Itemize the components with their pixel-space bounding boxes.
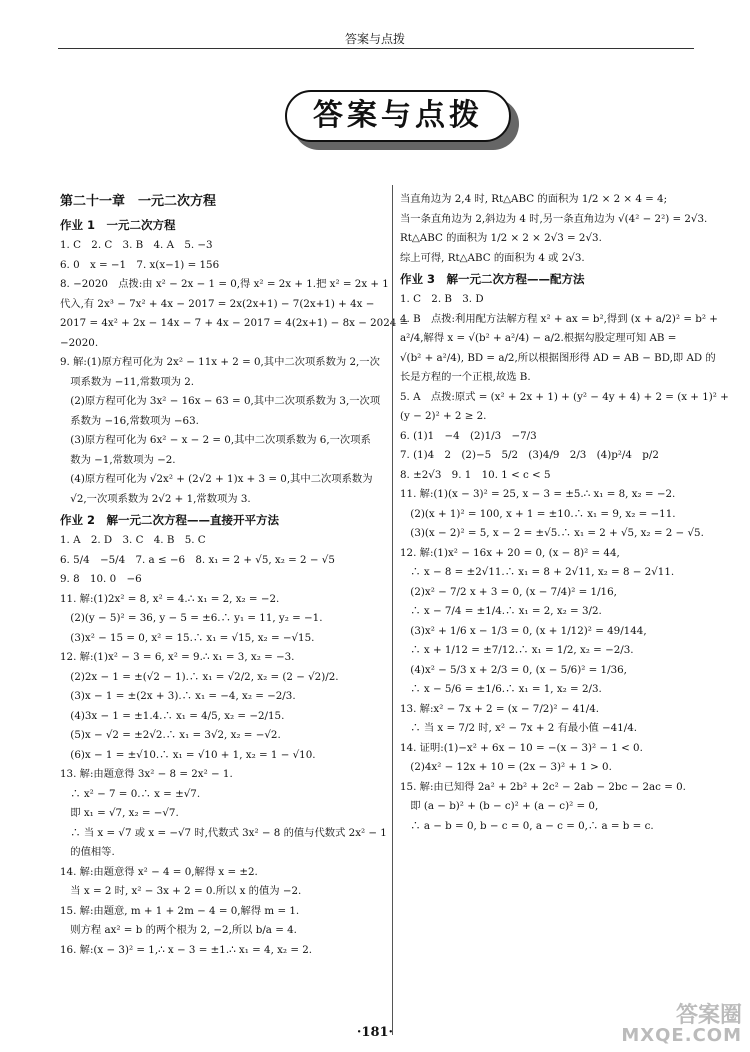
section-heading: 作业 2 解一元二次方程——直接开平方法 bbox=[60, 513, 280, 527]
answer-line: 11. 解:(1)2x² = 8, x² = 4.∴ x₁ = 2, x₂ = −2. bbox=[60, 592, 280, 605]
answer-line: ∴ x + 1/12 = ±7/12.∴ x₁ = 1/2, x₂ = −2/3. bbox=[400, 644, 634, 656]
answer-line: (4)x² − 5/3 x + 2/3 = 0, (x − 5/6)² = 1/36, bbox=[400, 663, 627, 676]
answer-line: ∴ x − 5/6 = ±1/6.∴ x₁ = 1, x₂ = 2/3. bbox=[400, 683, 602, 695]
watermark-logo bbox=[621, 1003, 742, 1046]
answer-line: 12. 解:(1)x² − 3 = 6, x² = 9.∴ x₁ = 3, x₂ = −3. bbox=[60, 651, 295, 663]
answer-line: 8. ±2√3 9. 1 10. 1 < c < 5 bbox=[400, 468, 551, 481]
header-rule bbox=[58, 48, 694, 49]
left-column bbox=[60, 190, 409, 960]
answer-line: 系数为 −16,常数项为 −63. bbox=[60, 414, 199, 427]
answer-line: ∴ a − b = 0, b − c = 0, a − c = 0,∴ a = b = c. bbox=[400, 819, 654, 832]
answer-line: a²/4,解得 x = √(b² + a²/4) − a/2.根据勾股定理可知 AB = bbox=[400, 332, 677, 344]
answer-line: 11. 解:(1)(x − 3)² = 25, x − 3 = ±5.∴ x₁ = 8, x₂ = −2. bbox=[400, 488, 676, 500]
answer-line: 则方程 ax² = b 的两个根为 2, −2,所以 b/a = 4. bbox=[60, 924, 297, 936]
answer-line: 6. (1)1 −4 (2)1/3 −7/3 bbox=[400, 429, 537, 442]
answer-line: ∴ x − 7/4 = ±1/4.∴ x₁ = 2, x₂ = 3/2. bbox=[400, 605, 602, 617]
answer-line: (3)(x − 2)² = 5, x − 2 = ±√5.∴ x₁ = 2 + √5, x₂ = 2 − √5. bbox=[400, 527, 704, 539]
answer-line: 9. 解:(1)原方程可化为 2x² − 11x + 2 = 0,其中二次项系数为 2,一次 bbox=[60, 356, 380, 368]
watermark-line2: MXQE.COM bbox=[621, 1025, 742, 1046]
section-heading: 作业 1 一元二次方程 bbox=[60, 218, 176, 232]
answer-line: 2017 = 4x² + 2x − 14x − 7 + 4x − 2017 = 4(2x+1) − 8x − 2024 = bbox=[60, 317, 409, 329]
answer-line: (4)3x − 1 = ±1.4.∴ x₁ = 4/5, x₂ = −2/15. bbox=[60, 709, 285, 722]
answer-line: 4. B 点拨:利用配方法解方程 x² + ax = b²,得到 (x + a/2)² = b² + bbox=[400, 312, 718, 325]
answer-line: 即 (a − b)² + (b − c)² + (a − c)² = 0, bbox=[400, 800, 599, 812]
answer-line: (3)x² + 1/6 x − 1/3 = 0, (x + 1/12)² = 49/144, bbox=[400, 624, 647, 637]
page-number: ·181· bbox=[356, 1025, 394, 1040]
answer-line: 综上可得, Rt△ABC 的面积为 4 或 2√3. bbox=[400, 251, 585, 264]
answer-line: (2)x² − 7/2 x + 3 = 0, (x − 7/4)² = 1/16, bbox=[400, 585, 617, 598]
answer-line: −2020. bbox=[60, 336, 99, 349]
right-column bbox=[400, 190, 729, 836]
title-banner bbox=[285, 90, 521, 152]
watermark-line1: 答案圈 bbox=[675, 1003, 742, 1028]
answer-line: ∴ 当 x = 7/2 时, x² − 7x + 2 有最小值 −41/4. bbox=[400, 722, 638, 734]
answer-line: (3)x − 1 = ±(2x + 3).∴ x₁ = −4, x₂ = −2/3. bbox=[60, 690, 296, 702]
answer-line: (3)x² − 15 = 0, x² = 15.∴ x₁ = √15, x₂ = −√15. bbox=[60, 631, 315, 644]
running-header: 答案与点拨 bbox=[344, 32, 405, 46]
answer-line: √(b² + a²/4), BD = a/2,所以根据图形得 AD = AB − BD,即 AD 的 bbox=[400, 351, 716, 364]
answer-line: 1. C 2. B 3. D bbox=[400, 293, 484, 305]
answer-line: 6. 5/4 −5/4 7. a ≤ −6 8. x₁ = 2 + √5, x₂ = 2 − √5 bbox=[60, 553, 335, 566]
answer-line: (3)原方程可化为 6x² − x − 2 = 0,其中二次项系数为 6,一次项系 bbox=[60, 434, 371, 446]
answer-line: 的值相等. bbox=[60, 846, 115, 858]
answer-line: (2)原方程可化为 3x² − 16x − 63 = 0,其中二次项系数为 3,一次项 bbox=[60, 395, 381, 407]
answer-line: Rt△ABC 的面积为 1/2 × 2 × 2√3 = 2√3. bbox=[400, 232, 602, 244]
answer-line: 15. 解:由已知得 2a² + 2b² + 2c² − 2ab − 2bc − 2ac = 0. bbox=[400, 780, 686, 793]
answer-line: 13. 解:由题意得 3x² − 8 = 2x² − 1. bbox=[60, 768, 233, 780]
answer-line: 16. 解:(x − 3)² = 1,∴ x − 3 = ±1.∴ x₁ = 4, x₂ = 2. bbox=[60, 943, 313, 956]
answer-line: 代入,有 2x³ − 7x² + 4x − 2017 = 2x(2x+1) − 7(2x+1) + 4x − bbox=[60, 297, 375, 310]
answer-line: (y − 2)² + 2 ≥ 2. bbox=[400, 410, 487, 422]
section-heading: 作业 3 解一元二次方程——配方法 bbox=[400, 272, 585, 286]
answer-line: 数为 −1,常数项为 −2. bbox=[60, 453, 176, 466]
answer-line: 1. C 2. C 3. B 4. A 5. −3 bbox=[60, 239, 213, 251]
answer-line: 5. A 点拨:原式 = (x² + 2x + 1) + (y² − 4y + 4) + 2 = (x + 1)² + bbox=[400, 390, 729, 403]
banner-title: 答案与点拨 bbox=[285, 90, 511, 142]
column-divider bbox=[392, 185, 393, 1035]
answer-line: ∴ x − 8 = ±2√11.∴ x₁ = 8 + 2√11, x₂ = 8 − 2√11. bbox=[400, 566, 675, 578]
answer-line: (6)x − 1 = ±√10.∴ x₁ = √10 + 1, x₂ = 1 − √10. bbox=[60, 748, 316, 761]
answer-line: ∴ 当 x = √7 或 x = −√7 时,代数式 3x² − 8 的值与代数式 2x² − 1 bbox=[60, 826, 387, 839]
answer-line: 当直角边为 2,4 时, Rt△ABC 的面积为 1/2 × 2 × 4 = 4; bbox=[400, 193, 668, 205]
answer-line: 9. 8 10. 0 −6 bbox=[60, 573, 142, 585]
chapter-title: 第二十一章 一元二次方程 bbox=[60, 194, 217, 209]
answer-line: 8. −2020 点拨:由 x² − 2x − 1 = 0,得 x² = 2x + 1.把 x² = 2x + 1 bbox=[60, 278, 389, 290]
answer-line: 12. 解:(1)x² − 16x + 20 = 0, (x − 8)² = 44, bbox=[400, 546, 620, 559]
answer-line: 当一条直角边为 2,斜边为 4 时,另一条直角边为 √(4² − 2²) = 2√3. bbox=[400, 212, 708, 225]
answer-line: 14. 解:由题意得 x² − 4 = 0,解得 x = ±2. bbox=[60, 865, 258, 878]
answer-line: (2)2x − 1 = ±(√2 − 1).∴ x₁ = √2/2, x₂ = (2 − √2)/2. bbox=[60, 670, 339, 683]
answer-line: 1. A 2. D 3. C 4. B 5. C bbox=[60, 534, 206, 546]
answer-line: (5)x − √2 = ±2√2.∴ x₁ = 3√2, x₂ = −√2. bbox=[60, 729, 281, 741]
answer-line: (2)(x + 1)² = 100, x + 1 = ±10.∴ x₁ = 9, x₂ = −11. bbox=[400, 507, 676, 520]
answer-line: 即 x₁ = √7, x₂ = −√7. bbox=[60, 807, 179, 819]
answer-line: 长是方程的一个正根,故选 B. bbox=[400, 371, 531, 383]
answer-line: 7. (1)4 2 (2)−5 5/2 (3)4/9 2/3 (4)p²/4 p/2 bbox=[400, 449, 659, 461]
answer-line: (4)原方程可化为 √2x² + (2√2 + 1)x + 3 = 0,其中二次项系数为 bbox=[60, 473, 373, 485]
answer-line: 6. 0 x = −1 7. x(x−1) = 156 bbox=[60, 258, 220, 271]
answer-line: 13. 解:x² − 7x + 2 = (x − 7/2)² − 41/4. bbox=[400, 702, 600, 715]
answer-line: (2)(y − 5)² = 36, y − 5 = ±6.∴ y₁ = 11, y₂ = −1. bbox=[60, 612, 323, 624]
answer-line: 项系数为 −11,常数项为 2. bbox=[60, 375, 195, 388]
answer-line: 15. 解:由题意, m + 1 + 2m − 4 = 0,解得 m = 1. bbox=[60, 904, 300, 917]
answer-line: √2,一次项系数为 2√2 + 1,常数项为 3. bbox=[60, 492, 251, 505]
answer-line: 当 x = 2 时, x² − 3x + 2 = 0.所以 x 的值为 −2. bbox=[60, 885, 302, 897]
answer-line: ∴ x² − 7 = 0.∴ x = ±√7. bbox=[60, 787, 201, 800]
answer-line: (2)4x² − 12x + 10 = (2x − 3)² + 1 > 0. bbox=[400, 761, 612, 773]
answer-line: 14. 证明:(1)−x² + 6x − 10 = −(x − 3)² − 1 < 0. bbox=[400, 741, 643, 754]
